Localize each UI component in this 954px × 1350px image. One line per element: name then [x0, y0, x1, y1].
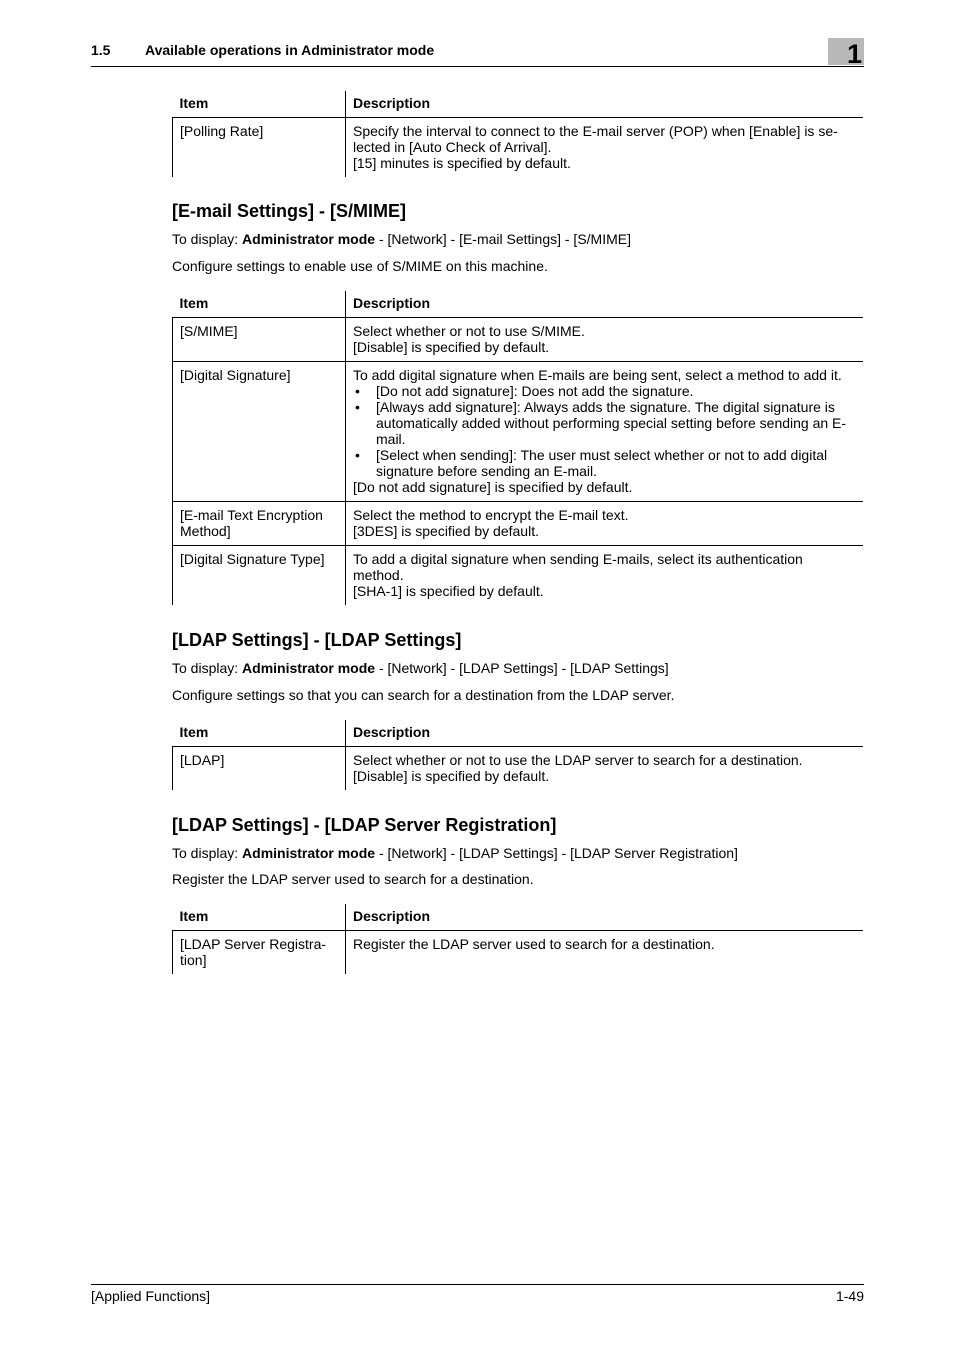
row-description [346, 931, 864, 975]
column-header-item: Item [173, 291, 346, 318]
table-header-row [173, 291, 864, 318]
table-row [173, 502, 864, 546]
display-prefix: To display: [172, 660, 243, 676]
description-line: [15] minutes is specified by default. [353, 155, 571, 171]
page-number: 1-49 [835, 1288, 864, 1304]
chapter-number: 1 [846, 39, 862, 69]
display-path: - [Network] - [LDAP Settings] - [LDAP Server Registration] [375, 845, 738, 861]
ldap-registration-display-path [172, 845, 863, 861]
ldap-table [172, 720, 863, 790]
row-item: [Digital Signature Type] [173, 546, 346, 606]
table-row [173, 546, 864, 606]
footer-chapter-label: [Applied Functions] [91, 1288, 211, 1304]
description-line: Select the method to encrypt the E-mail text. [353, 507, 629, 523]
table-header-row [173, 904, 864, 931]
row-item: [LDAP] [173, 747, 346, 791]
section-title: Available operations in Administrator mode [145, 42, 435, 58]
column-header-description: Description [346, 291, 864, 318]
row-item: [E-mail Text Encryption Method] [173, 502, 346, 546]
main-content [172, 91, 863, 974]
table-row [173, 362, 864, 502]
row-item: [S/MIME] [173, 318, 346, 362]
table-row [173, 318, 864, 362]
table-header-row [173, 91, 864, 118]
description-line: lected in [Auto Check of Arrival]. [353, 139, 552, 155]
page-header [91, 38, 864, 67]
ldap-intro: Configure settings so that you can search for a destination from the LDAP server. [172, 687, 675, 703]
row-item: [Polling Rate] [173, 118, 346, 178]
description-line: [Disable] is specified by default. [353, 768, 550, 784]
ldap-registration-heading: [LDAP Settings] - [LDAP Server Registration] [172, 815, 557, 835]
description-line: Specify the interval to connect to the E-mail server (POP) when [Enable] is se- [353, 123, 838, 139]
table-header-row [173, 720, 864, 747]
polling-rate-table [172, 91, 863, 177]
list-item: • [Do not add signature]: Does not add the signature. [353, 383, 856, 399]
smime-display-path [172, 231, 863, 247]
description-default: [Do not add signature] is specified by default. [353, 479, 633, 495]
column-header-item: Item [173, 720, 346, 747]
list-item: • [Select when sending]: The user must select whether or not to add digital signature before sending an E-mail. [353, 447, 856, 479]
column-header-item: Item [173, 904, 346, 931]
smime-heading: [E-mail Settings] - [S/MIME] [172, 201, 406, 221]
ldap-registration-table [172, 904, 863, 974]
display-mode: Administrator mode [242, 845, 376, 861]
row-description [346, 546, 864, 606]
column-header-description: Description [346, 904, 864, 931]
row-description [346, 502, 864, 546]
display-mode: Administrator mode [242, 660, 376, 676]
table-row [173, 118, 864, 178]
row-description [346, 318, 864, 362]
smime-intro: Configure settings to enable use of S/MIME on this machine. [172, 258, 548, 274]
description-line: [3DES] is specified by default. [353, 523, 539, 539]
table-row [173, 747, 864, 791]
description-line: [SHA-1] is specified by default. [353, 583, 544, 599]
ldap-registration-intro: Register the LDAP server used to search for a destination. [172, 871, 534, 887]
column-header-description: Description [346, 91, 864, 118]
display-prefix: To display: [172, 845, 243, 861]
page-footer [91, 1284, 864, 1304]
ldap-heading: [LDAP Settings] - [LDAP Settings] [172, 630, 462, 650]
smime-table [172, 291, 863, 605]
row-item: [LDAP Server Registra-tion] [173, 931, 346, 975]
column-header-item: Item [173, 91, 346, 118]
row-description [346, 747, 864, 791]
description-line: Select whether or not to use the LDAP server to search for a destination. [353, 752, 803, 768]
description-line: Register the LDAP server used to search for a destination. [353, 936, 715, 952]
row-description [346, 362, 864, 502]
display-path: - [Network] - [E-mail Settings] - [S/MIME] [375, 231, 631, 247]
list-item: • [Always add signature]: Always adds the signature. The digital signature is automatically added without performing special setting before sending an E-mail. [353, 399, 856, 447]
chapter-tab [828, 38, 864, 69]
description-intro: To add digital signature when E-mails are being sent, select a method to add it. [353, 367, 842, 383]
display-mode: Administrator mode [242, 231, 376, 247]
column-header-description: Description [346, 720, 864, 747]
table-row [173, 931, 864, 975]
row-description [346, 118, 864, 178]
display-prefix: To display: [172, 231, 243, 247]
description-line: Select whether or not to use S/MIME. [353, 323, 585, 339]
description-line: To add a digital signature when sending E-mails, select its authentication method. [353, 551, 803, 583]
description-line: [Disable] is specified by default. [353, 339, 550, 355]
ldap-display-path [172, 660, 863, 676]
option-list [353, 383, 856, 479]
section-number: 1.5 [91, 42, 111, 58]
display-path: - [Network] - [LDAP Settings] - [LDAP Settings] [375, 660, 669, 676]
row-item: [Digital Signature] [173, 362, 346, 502]
